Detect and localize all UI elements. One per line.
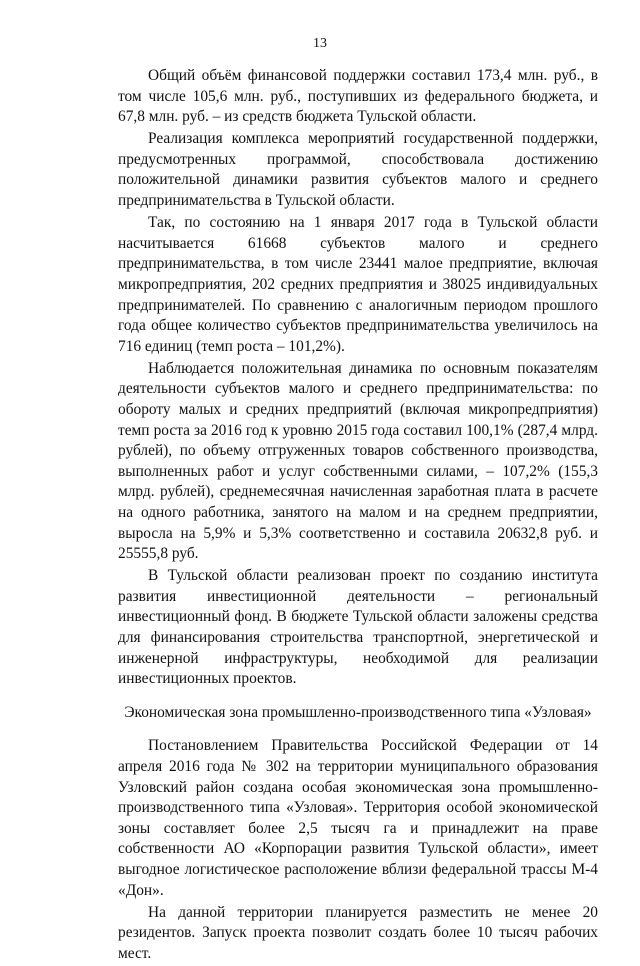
page-number: 13 [313, 36, 327, 51]
document-body [118, 66, 598, 966]
paragraph-residents: На данной территории планируется разместить не менее 20 резидентов. Запуск проекта позволит создать более 10 тысяч рабочих мест. [118, 903, 598, 962]
paragraph-business-count: Так, по состоянию на 1 января 2017 года в Тульской области насчитывается 61668 субъектов малого и среднего предпринимательства, в том числе 23441 малое предприятие, включая микропредприятия, 202 средних предприятия и 38025 индивидуальных предпринимателей. По сравнению с аналогичным периодом прошлого года общее количество субъектов предпринимательства увеличилось на 716 единиц (темп роста – 101,2%). [118, 214, 598, 355]
paragraph-performance-dynamics: Наблюдается положительная динамика по основным показателям деятельности субъектов малого и среднего предпринимательства: по обороту малых и средних предприятий (включая микропредприятия) темп роста за 2016 год к уровню 2015 года составил 100,1% (287,4 млрд. рублей), по объему отгруженных товаров собственного производства, выполненных работ и услуг собственными силами, – 107,2% (155,3 млрд. рублей), среднемесячная начисленная заработная плата в расчете на одного работника, занятого на малом и на среднем предприятии, выросла на 5,9% и 5,3% соответственно и составила 20632,8 руб. и 25555,8 руб. [118, 359, 598, 563]
paragraph-investment-fund: В Тульской области реализован проект по созданию института развития инвестиционной деятельности – региональный инвестиционный фонд. В бюджете Тульской области заложены средства для финансирования строительства транспортной, энергетической и инженерной инфраструктуры, необходимой для реализации инвестиционных проектов. [118, 567, 598, 688]
paragraph-financial-support: Общий объём финансовой поддержки составил 173,4 млн. руб., в том числе 105,6 млн. руб., поступивших из федерального бюджета, и 67,8 млн. руб. – из средств бюджета Тульской области. [118, 67, 598, 126]
paragraph-economic-zone: Постановлением Правительства Российской Федерации от 14 апреля 2016 года № 302 на территории муниципального образования Узловский район создана особая экономическая зона промышленно-производственного типа «Узловая». Территория особой экономической зоны составляет более 2,5 тысяч га и принадлежит на праве собственности АО «Корпорации развития Тульской области», имеет выгодное логистическое расположение вблизи федеральной трассы М-4 «Дон». [118, 737, 598, 899]
paragraph-program-results: Реализация комплекса мероприятий государственной поддержки, предусмотренных программой, способствовала достижению положительной динамики развития субъектов малого и среднего предпринимательства в Тульской области. [118, 130, 598, 210]
section-heading: Экономическая зона промышленно-производственного типа «Узловая» [124, 703, 592, 721]
